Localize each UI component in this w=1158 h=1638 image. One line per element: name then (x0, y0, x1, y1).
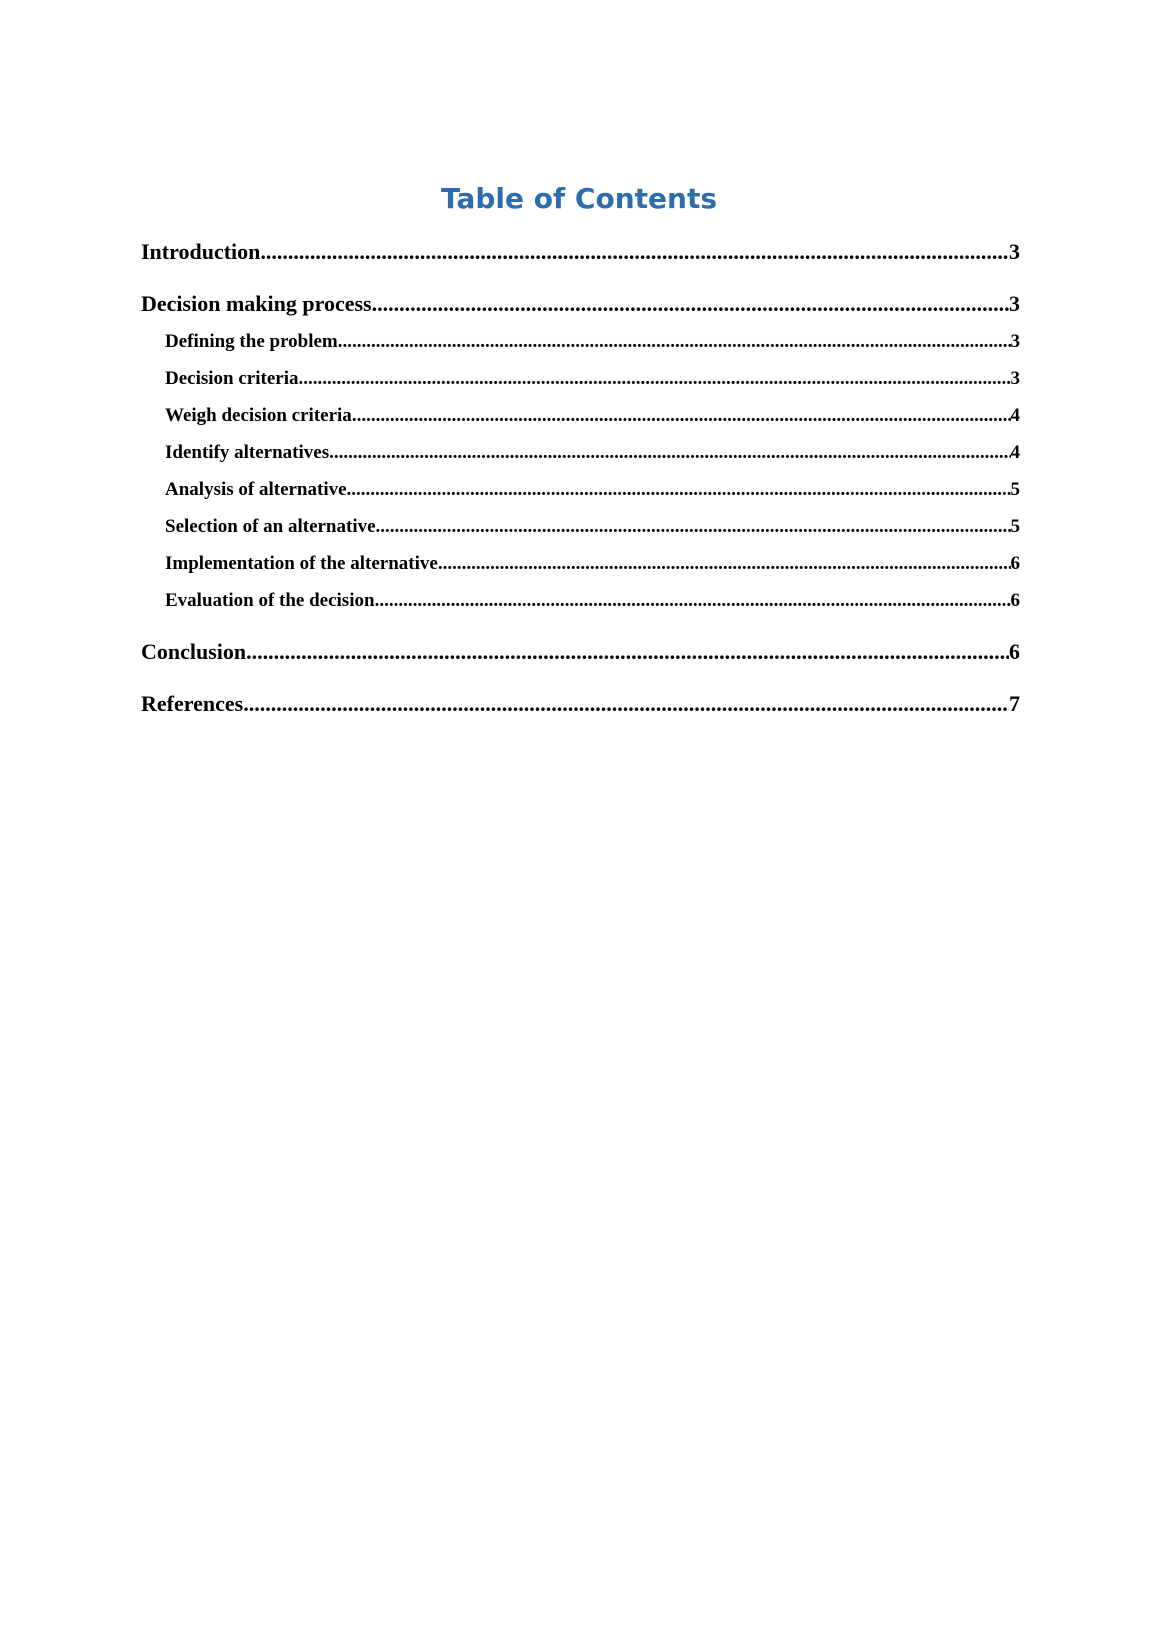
toc-entry-conclusion[interactable] (141, 638, 1020, 666)
toc-entry-weigh-decision-criteria[interactable] (165, 404, 1020, 428)
toc-entry-label: Defining the problem (165, 331, 338, 352)
toc-entry-label: Conclusion (141, 639, 247, 664)
toc-dot-leader (375, 589, 1011, 613)
toc-entry-decision-criteria[interactable] (165, 367, 1020, 391)
toc-entry-evaluation-of-the-decision[interactable] (165, 589, 1020, 613)
toc-entry-label: Decision making process (141, 291, 372, 316)
toc-entry-label: Identify alternatives (165, 442, 330, 463)
toc-entry-analysis-of-alternative[interactable] (165, 478, 1020, 502)
toc-entry-label: Introduction (141, 239, 261, 264)
toc-dot-leader (298, 367, 1010, 391)
toc-dot-leader (376, 515, 1011, 539)
toc-entry-label: References (141, 691, 244, 716)
toc-entry-label: Decision criteria (165, 368, 299, 389)
toc-entry-label: Implementation of the alternative (165, 553, 438, 574)
toc-page-number: 4 (1010, 442, 1020, 463)
toc-page-number: 6 (1009, 639, 1020, 664)
toc-dot-leader (347, 478, 1011, 502)
toc-entry-label: Analysis of alternative (165, 479, 347, 500)
toc-dot-leader (438, 552, 1011, 576)
toc-page-number: 7 (1009, 691, 1020, 716)
toc-entry-label: Evaluation of the decision (165, 590, 375, 611)
toc-dot-leader (329, 441, 1010, 465)
toc-entry-identify-alternatives[interactable] (165, 441, 1020, 465)
toc-entry-introduction[interactable] (141, 238, 1020, 266)
toc-page-number: 3 (1009, 291, 1020, 316)
toc-entry-label: Selection of an alternative (165, 516, 376, 537)
toc-dot-leader (338, 330, 1011, 354)
toc-dot-leader (352, 404, 1011, 428)
toc-page-number: 6 (1010, 553, 1020, 574)
toc-page-number: 3 (1009, 239, 1020, 264)
toc-dot-leader (243, 690, 1009, 718)
toc-dot-leader (246, 638, 1009, 666)
toc-entry-defining-the-problem[interactable] (165, 330, 1020, 354)
toc-dot-leader (372, 290, 1009, 318)
toc-entry-label: Weigh decision criteria (165, 405, 352, 426)
toc-page-number: 3 (1010, 331, 1020, 352)
toc-page-number: 6 (1010, 590, 1020, 611)
toc-page-number: 5 (1010, 516, 1020, 537)
toc-entry-references[interactable] (141, 690, 1020, 718)
toc-entry-selection-of-an-alternative[interactable] (165, 515, 1020, 539)
toc-dot-leader (260, 238, 1009, 266)
toc-entry-decision-making-process[interactable] (141, 290, 1020, 318)
toc-entry-implementation-of-the-alternative[interactable] (165, 552, 1020, 576)
toc-page-number: 3 (1010, 368, 1020, 389)
toc-page-number: 4 (1010, 405, 1020, 426)
toc-title: Table of Contents (440, 182, 717, 215)
toc-page-number: 5 (1010, 479, 1020, 500)
